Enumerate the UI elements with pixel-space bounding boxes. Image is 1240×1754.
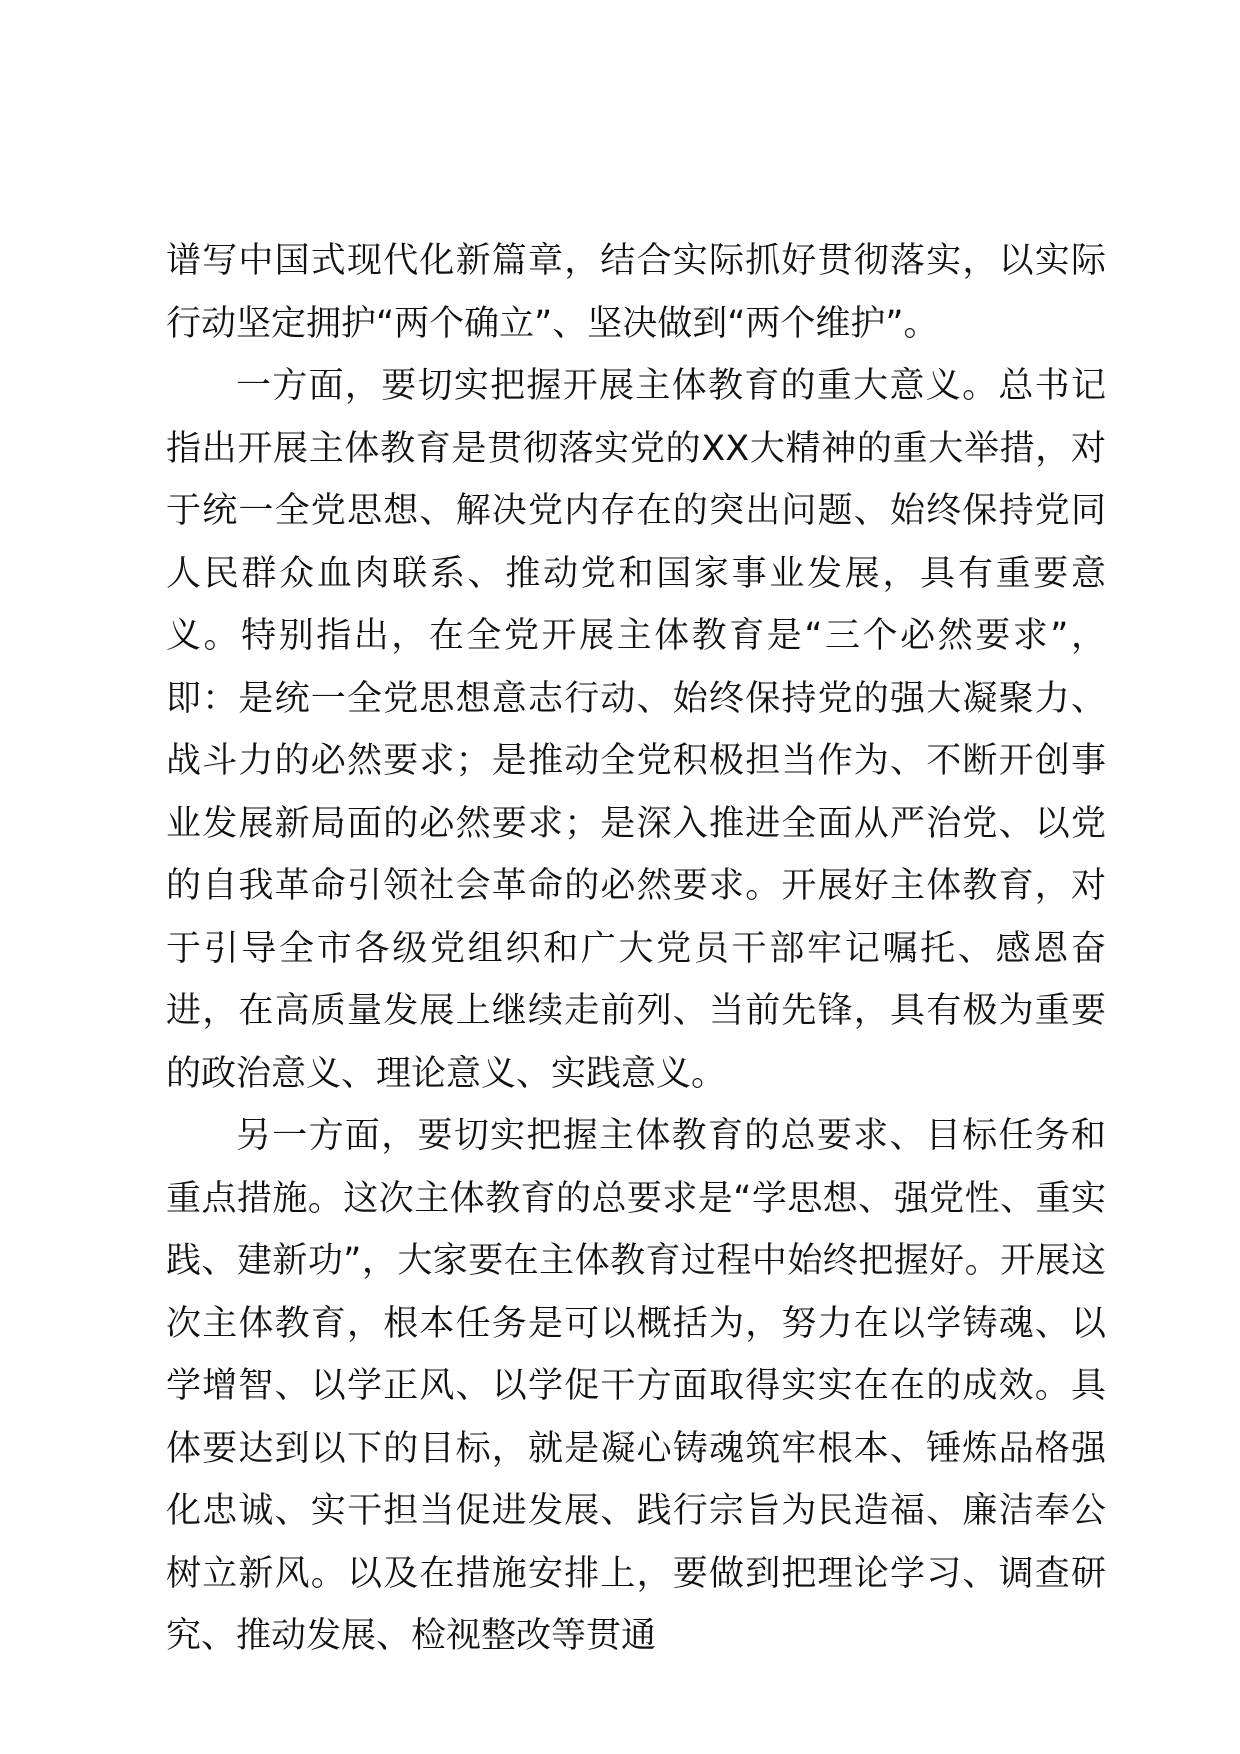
paragraph-significance: 一方面，要切实把握开展主体教育的重大意义。总书记指出开展主体教育是贯彻落实党的XX大精神的重大举措，对于统一全党思想、解决党内存在的突出问题、始终保持党同人民群众血肉联系、推动党和国家事业发展，具有重要意义。特别指出，在全党开展主体教育是“三个必然要求”，即：是统一全党思想意志行动、始终保持党的强大凝聚力、战斗力的必然要求；是推动全党积极担当作为、不断开创事业发展新局面的必然要求；是深入推进全面从严治党、以党的自我革命引领社会革命的必然要求。开展好主体教育，对于引导全市各级党组织和广大党员干部牢记嘱托、感恩奋进，在高质量发展上继续走前列、当前先锋，具有极为重要的政治意义、理论意义、实践意义。 — [166, 366, 1106, 1094]
document-body — [166, 230, 1106, 1668]
paragraph-requirements: 另一方面，要切实把握主体教育的总要求、目标任务和重点措施。这次主体教育的总要求是“学思想、强党性、重实践、建新功”，大家要在主体教育过程中始终把握好。开展这次主体教育，根本任务是可以概括为，努力在以学铸魂、以学增智、以学正风、以学促干方面取得实实在在的成效。具体要达到以下的目标，就是凝心铸魂筑牢根本、锤炼品格强化忠诚、实干担当促进发展、践行宗旨为民造福、廉洁奉公树立新风。以及在措施安排上，要做到把理论学习、调查研究、推动发展、检视整改等贯通 — [166, 1116, 1106, 1656]
paragraph-continuation: 谱写中国式现代化新篇章，结合实际抓好贯彻落实，以实际行动坚定拥护“两个确立”、坚决做到“两个维护”。 — [166, 241, 1106, 344]
